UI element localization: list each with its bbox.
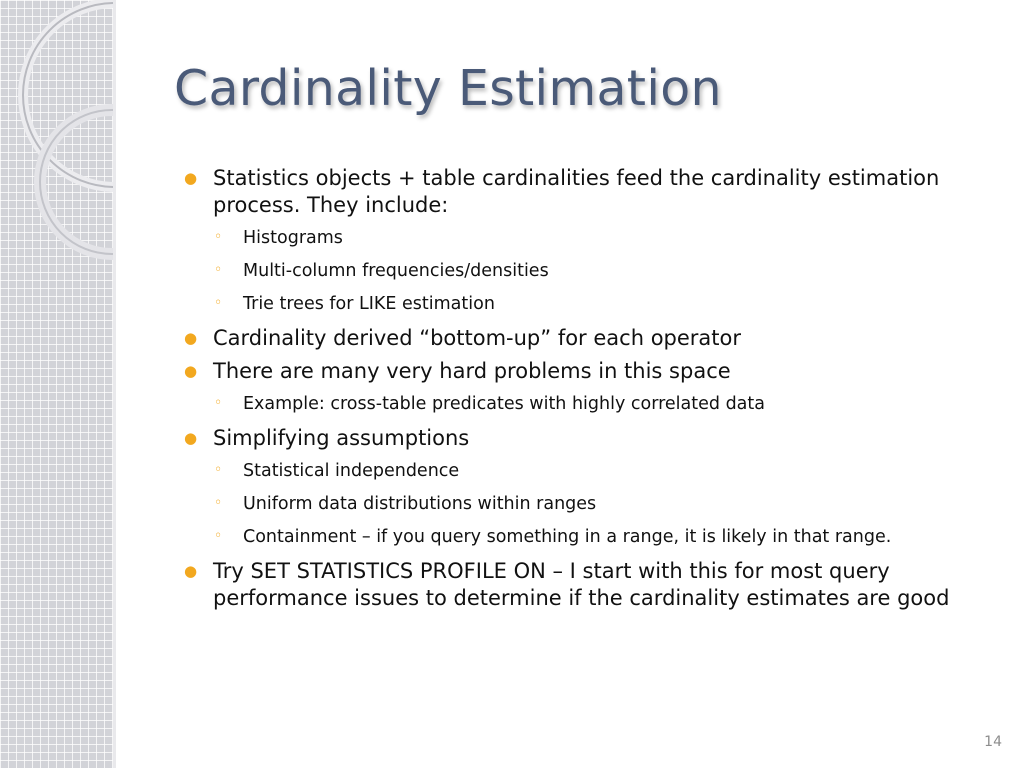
bullet-dot-icon: ● <box>184 429 198 447</box>
bullet-text: Statistics objects + table cardinalities feed the cardinality estimation process. They include: <box>213 166 940 217</box>
side-panel-edge <box>113 0 116 768</box>
bullet-text: There are many very hard problems in this space <box>213 359 731 383</box>
decorative-circles <box>0 0 113 768</box>
bullet-item <box>184 325 994 352</box>
bullet-list <box>184 165 994 618</box>
sub-bullet-text: Statistical independence <box>243 461 460 481</box>
sub-bullet-list <box>213 459 994 550</box>
sub-bullet-circle-icon: ◦ <box>214 229 223 245</box>
slide-number: 14 <box>984 734 1002 750</box>
bullet-item <box>184 558 994 612</box>
sub-bullet-item <box>213 459 994 484</box>
sub-bullet-text: Multi-column frequencies/densities <box>243 261 549 281</box>
decorative-circle-large <box>23 3 113 187</box>
sub-bullet-list <box>213 226 994 317</box>
bullet-dot-icon: ● <box>184 362 198 380</box>
sub-bullet-circle-icon: ◦ <box>214 528 223 544</box>
bullet-item <box>184 358 994 417</box>
bullet-dot-icon: ● <box>184 169 198 187</box>
sub-bullet-text: Uniform data distributions within ranges <box>243 494 597 514</box>
bullet-dot-icon: ● <box>184 562 198 580</box>
bullet-item <box>184 165 994 317</box>
sub-bullet-item <box>213 292 994 317</box>
decorative-circle-large-outline <box>23 3 113 187</box>
slide-title: Cardinality Estimation <box>174 60 722 117</box>
sub-bullet-circle-icon: ◦ <box>214 262 223 278</box>
sub-bullet-text: Histograms <box>243 228 343 248</box>
sub-bullet-text: Containment – if you query something in a range, it is likely in that range. <box>243 527 892 547</box>
sub-bullet-item <box>213 392 994 417</box>
sub-bullet-circle-icon: ◦ <box>214 295 223 311</box>
sub-bullet-text: Trie trees for LIKE estimation <box>243 294 495 314</box>
sub-bullet-item <box>213 492 994 517</box>
sub-bullet-text: Example: cross-table predicates with highly correlated data <box>243 394 765 414</box>
sub-bullet-item <box>213 259 994 284</box>
bullet-text: Try SET STATISTICS PROFILE ON – I start with this for most query performance issues to determine if the cardinality estimates are good <box>213 559 950 610</box>
sub-bullet-circle-icon: ◦ <box>214 495 223 511</box>
sub-bullet-circle-icon: ◦ <box>214 395 223 411</box>
sub-bullet-item <box>213 226 994 251</box>
side-decoration-panel <box>0 0 113 768</box>
bullet-text: Cardinality derived “bottom-up” for each operator <box>213 326 742 350</box>
bullet-text: Simplifying assumptions <box>213 426 470 450</box>
sub-bullet-list <box>213 392 994 417</box>
bullet-item <box>184 425 994 550</box>
bullet-dot-icon: ● <box>184 329 198 347</box>
sub-bullet-item <box>213 525 994 550</box>
sub-bullet-circle-icon: ◦ <box>214 462 223 478</box>
